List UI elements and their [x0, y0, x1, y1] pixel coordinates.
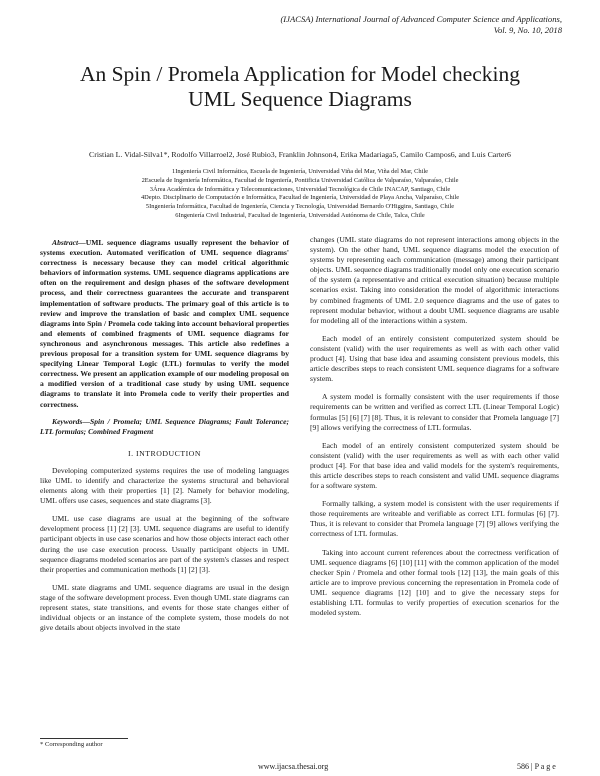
paragraph: Each model of an entirely consistent computerized system should be consistent (valid) with the user requirements as well as with each other valid product [4]. For that base idea and valid models for the system's requirements, this article describes steps to reach consistent and valid UML sequence diagrams for a software system.: [310, 440, 559, 491]
affiliation-6: 6Ingeniería Civil Industrial, Facultad de Ingeniería, Universidad Autónoma de Chile, Talca, Chile: [175, 211, 425, 219]
paragraph: changes (UML state diagrams do not represent interactions among objects in the system). On the other hand, UML sequence diagrams model the execution of systems by representing each communication (message) among their participant objects. UML sequence diagrams traditionally model only one execution scenario of the system (a representative and critical execution situation) because multiple scenarios exist. Taking into consideration the model of algorithmic interactions by combined fragments of UML 2.0 sequence diagrams and the use of gates to represent modular behavior, without a doubt UML sequence diagrams are usable for modeling all of the interactions within a system.: [310, 235, 559, 325]
paragraph: Developing computerized systems requires the use of modeling languages like UML to identify and characterize the systems structural and behavioral elements along with their properties [1] [2]. Namely for behavior modeling, UML offers use cases, sequences and state diagrams [3].: [40, 465, 289, 506]
paragraph: UML use case diagrams are usual at the beginning of the software development process [1] [2] [3]. UML sequence diagrams are useful to identify participant objects in use case scenarios and how those objects interact each other during the use case execution process. Usually participant objects in UML sequence diagrams modeled scenarios are part of the system's classes and respect their properties and communication methods [1] [2] [3].: [40, 514, 289, 574]
right-column: [310, 235, 559, 626]
footnote: * Corresponding author: [40, 741, 103, 748]
page-number: 586 | P a g e: [517, 762, 556, 771]
paper-title: [20, 62, 580, 112]
footnote-rule: [40, 738, 128, 739]
journal-name: (IJACSA) International Journal of Advanced Computer Science and Applications,: [280, 14, 562, 24]
abstract: [40, 238, 289, 410]
affiliation-3: 3Área Académica de Informática y Telecomunicaciones, Universidad Tecnológica de Chile INACAP, Santiago, Chile: [149, 185, 451, 193]
affiliation-1: 1Ingeniería Civil Informática, Escuela de Ingeniería, Universidad Viña del Mar, Viña del Mar, Chile: [172, 168, 428, 175]
footer-url[interactable]: www.ijacsa.thesai.org: [258, 762, 329, 771]
affiliations: [60, 168, 540, 221]
paragraph: UML state diagrams and UML sequence diagrams are usual in the design stage of the software development process. Even though UML state diagrams can represent states, state transitions, and events for those state changes either of individual objects or an instance of the complete system, those models do not give details about objects involved in the state: [40, 582, 289, 633]
paragraph: Taking into account current references about the correctness verification of UML sequence diagrams [6] [10] [11] with the common application of the model checker Spin / Promela and other formal tools [12] [13], the main goals of this article are to improve previous concerning the representation in Promela code of UML sequence diagrams [12] [10] and to give the necessary steps for establishing LTL formulas to verify properties of execution scenarios for the modeled system.: [310, 547, 559, 618]
title-line-1: An Spin / Promela Application for Model checking: [79, 62, 521, 86]
journal-volume: Vol. 9, No. 10, 2018: [493, 25, 562, 35]
keywords: Keywords—Spin / Promela; UML Sequence Diagrams; Fault Tolerance; LTL formulas; Combined Fragment: [40, 416, 289, 436]
paragraph: Formally talking, a system model is consistent with the user requirements if those requirements are writeable and verifiable as correct LTL formulas [6] [7]. Thus, it is relevant to consider that Promela language [7] [9] allows verifying the correctness of LTL formulas.: [310, 499, 559, 539]
author-list: Cristian L. Vidal-Silva1*, Rodolfo Villarroel2, José Rubio3, Franklin Johnson4, Erika Madariaga5, Camilo Campos6, and Luis Carter6: [89, 150, 511, 159]
journal-header: [222, 14, 562, 36]
affiliation-4: 4Depto. Disciplinario de Computación e Informática, Facultad de Ingeniería, Universidad de Playa Ancha, Valparaíso, Chile: [140, 194, 460, 202]
abstract-text: UML sequence diagrams usually represent the behavior of systems execution. Automated verification of UML sequence diagrams' correctness is necessary because they can model critical algorithmic behaviors of information systems. UML sequence diagrams applications are often on the requirement and design phases of the software development process, and their correctness guarantees the accurate and transparent implementation of software products. The primary goal of this article is to review and improve the translation of basic and complex UML sequence diagrams into Spin / Promela code taking into account behavioral properties and elements of combined fragments of UML sequence diagrams for synchronous and asynchronous messages. This article also redefines a previous proposal for a transition system for UML sequence diagrams by specifying Linear Temporal Logic (LTL) formulas to verify the model correctness. We present an application example of our modeling proposal on a modified version of a traditional case study by using UML sequence diagrams to translate it into Promela code to verify their properties and correctness.: [40, 238, 289, 409]
paragraph: Each model of an entirely consistent computerized system should be consistent (valid) with the user requirements as well as with each other valid product [4]. Using that base idea and assuming consistent previous models, this article describes steps to reach consistent UML sequence diagrams for a software system.: [310, 333, 559, 384]
left-column: [40, 238, 289, 641]
abstract-label: Abstract—: [52, 238, 86, 247]
section-heading-introduction: I. INTRODUCTION: [128, 448, 201, 458]
paragraph: A system model is formally consistent with the user requirements if those requirements can be written and verified as correct LTL (Linear Temporal Logic) formulas [5] [6] [7] [8]. Thus, it is relevant to consider that Promela language [7] [9] allows verifying the correctness of LTL formulas.: [310, 392, 559, 432]
affiliation-5: 5Ingeniería Informática, Facultad de Ingeniería, Ciencia y Tecnología, Universidad Bernardo O'Higgins, Santiago, Chile: [145, 203, 455, 211]
affiliation-2: 2Escuela de Ingeniería Informática, Facultad de Ingeniería, Pontificia Universidad Católica de Valparaíso, Valparaíso, Chile: [141, 176, 459, 184]
title-line-2: UML Sequence Diagrams: [188, 87, 412, 111]
